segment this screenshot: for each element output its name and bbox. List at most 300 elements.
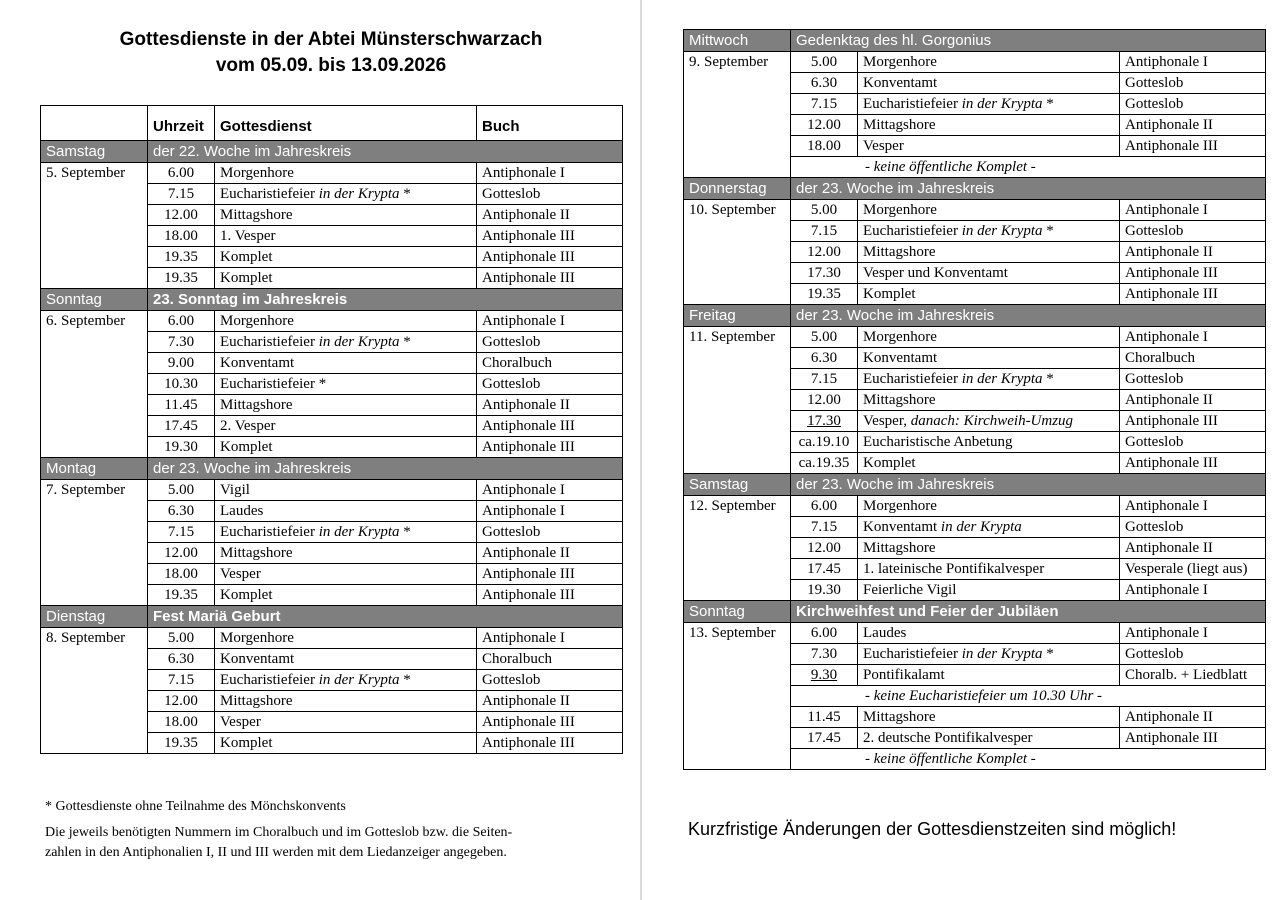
book-cell: Antiphonale II — [477, 543, 623, 564]
service-name: Vigil — [220, 482, 250, 498]
service-cell — [215, 564, 477, 585]
time-value: 6.30 — [167, 503, 195, 519]
service-name: Mittagshore — [863, 244, 936, 260]
column-header-time: Uhrzeit — [148, 106, 215, 141]
book-cell: Gotteslob — [1120, 221, 1266, 242]
service-cell — [215, 733, 477, 754]
book-cell: Antiphonale III — [477, 268, 623, 289]
service-cell — [858, 390, 1120, 411]
footnote: * Gottesdienste ohne Teilnahme des Mönchskonvents — [45, 799, 346, 814]
service-cell — [858, 580, 1120, 601]
time-cell — [791, 284, 858, 305]
book-cell: Antiphonale III — [1120, 136, 1266, 157]
time-cell — [148, 501, 215, 522]
service-name: 2. deutsche Pontifikalvesper — [863, 730, 1033, 746]
book-cell: Antiphonale I — [477, 628, 623, 649]
title-line-2: vom 05.09. bis 13.09.2026 — [215, 55, 447, 76]
time-value: 6.30 — [810, 350, 838, 366]
time-cell — [791, 263, 858, 284]
time-cell — [791, 665, 858, 686]
info-text — [45, 823, 512, 863]
date-cell: 10. September — [684, 200, 791, 305]
book-cell: Antiphonale I — [1120, 496, 1266, 517]
day-heading: 23. Sonntag im Jahreskreis — [148, 289, 623, 311]
service-name: Konventamt — [220, 355, 295, 371]
service-name: Vesper — [220, 566, 261, 582]
time-value: 7.15 — [167, 672, 195, 688]
time-cell — [148, 395, 215, 416]
time-value: 18.00 — [164, 714, 198, 730]
weekday-label: Montag — [41, 458, 148, 480]
book-cell: Choralbuch — [477, 649, 623, 670]
service-name: Eucharistiefeier — [220, 672, 315, 688]
book-cell: Antiphonale III — [477, 226, 623, 247]
time-value: 12.00 — [807, 117, 841, 133]
time-cell — [791, 73, 858, 94]
time-cell — [148, 416, 215, 437]
day-header-row — [684, 601, 1266, 623]
service-name: Mittagshore — [863, 392, 936, 408]
time-value: 12.00 — [807, 392, 841, 408]
service-name: Morgenhore — [863, 202, 937, 218]
service-cell — [858, 94, 1120, 115]
book-cell: Choralbuch — [1120, 348, 1266, 369]
service-location: in der Krypta — [961, 223, 1043, 239]
service-cell — [858, 453, 1120, 474]
day-heading: der 23. Woche im Jahreskreis — [148, 458, 623, 480]
service-cell — [215, 247, 477, 268]
book-cell: Gotteslob — [1120, 644, 1266, 665]
book-cell: Vesperale (liegt aus) — [1120, 559, 1266, 580]
time-cell — [148, 311, 215, 332]
service-name: Vesper, — [863, 413, 907, 429]
service-location: in der Krypta — [318, 672, 400, 688]
date-cell: 13. September — [684, 623, 791, 770]
time-value: 19.35 — [164, 249, 198, 265]
time-cell — [791, 623, 858, 644]
schedule-note: - keine öffentliche Komplet - — [791, 749, 1266, 770]
service-name: Eucharistiefeier — [220, 524, 315, 540]
time-value: 6.00 — [167, 165, 195, 181]
service-name: Vesper — [863, 138, 904, 154]
weekday-label: Dienstag — [41, 606, 148, 628]
page-divider — [640, 0, 642, 900]
service-cell — [858, 284, 1120, 305]
service-row — [41, 163, 623, 184]
service-cell — [858, 136, 1120, 157]
time-cell — [148, 522, 215, 543]
service-cell — [215, 416, 477, 437]
time-cell — [148, 184, 215, 205]
book-cell: Gotteslob — [477, 332, 623, 353]
time-value: 19.30 — [164, 439, 198, 455]
book-cell: Gotteslob — [1120, 94, 1266, 115]
column-header-service: Gottesdienst — [215, 106, 477, 141]
column-header-book: Buch — [477, 106, 623, 141]
time-cell — [791, 327, 858, 348]
book-cell: Antiphonale I — [1120, 200, 1266, 221]
service-cell — [215, 522, 477, 543]
service-cell — [858, 707, 1120, 728]
time-value: 19.35 — [807, 286, 841, 302]
time-cell — [791, 52, 858, 73]
book-cell: Antiphonale III — [1120, 284, 1266, 305]
time-cell — [791, 559, 858, 580]
time-cell — [148, 564, 215, 585]
service-name: Morgenhore — [863, 54, 937, 70]
service-cell — [858, 538, 1120, 559]
service-location: in der Krypta — [961, 96, 1043, 112]
book-cell: Antiphonale II — [1120, 707, 1266, 728]
time-cell — [791, 411, 858, 432]
service-name: Laudes — [220, 503, 264, 519]
service-row — [684, 327, 1266, 348]
time-value: 7.15 — [810, 96, 838, 112]
time-cell — [148, 733, 215, 754]
service-name: Eucharistiefeier — [220, 334, 315, 350]
service-cell — [215, 184, 477, 205]
service-name: Eucharistiefeier — [863, 371, 958, 387]
time-value: 12.00 — [164, 693, 198, 709]
time-cell — [791, 517, 858, 538]
time-value: 17.30 — [807, 413, 841, 429]
service-name: Mittagshore — [220, 207, 293, 223]
book-cell: Antiphonale III — [1120, 411, 1266, 432]
service-location: in der Krypta — [961, 646, 1043, 662]
time-value: 19.30 — [807, 582, 841, 598]
schedule-table-right — [683, 29, 1266, 770]
time-value: 6.30 — [810, 75, 838, 91]
time-cell — [148, 374, 215, 395]
book-cell: Antiphonale I — [477, 163, 623, 184]
time-cell — [791, 115, 858, 136]
service-cell — [858, 728, 1120, 749]
book-cell: Antiphonale II — [1120, 242, 1266, 263]
service-name: 2. Vesper — [220, 418, 276, 434]
service-name: Mittagshore — [220, 397, 293, 413]
service-cell — [858, 517, 1120, 538]
service-name: Mittagshore — [863, 117, 936, 133]
time-value: 6.00 — [810, 625, 838, 641]
book-cell: Gotteslob — [477, 522, 623, 543]
time-value: 7.30 — [167, 334, 195, 350]
time-cell — [148, 437, 215, 458]
service-cell — [215, 226, 477, 247]
service-footnote-mark: * — [403, 186, 411, 202]
service-cell — [858, 665, 1120, 686]
weekday-label: Sonntag — [684, 601, 791, 623]
weekday-label: Sonntag — [41, 289, 148, 311]
book-cell: Gotteslob — [1120, 432, 1266, 453]
day-heading: Kirchweihfest und Feier der Jubiläen — [791, 601, 1266, 623]
time-value: 11.45 — [164, 397, 198, 413]
service-cell — [858, 411, 1120, 432]
book-cell: Antiphonale II — [477, 395, 623, 416]
date-cell: 9. September — [684, 52, 791, 178]
service-footnote-mark: * — [1046, 223, 1054, 239]
service-cell — [858, 327, 1120, 348]
time-cell — [791, 348, 858, 369]
schedule-note: - keine Eucharistiefeier um 10.30 Uhr - — [791, 686, 1266, 707]
book-cell: Antiphonale III — [1120, 263, 1266, 284]
service-cell — [215, 163, 477, 184]
time-value: 7.30 — [810, 646, 838, 662]
service-name: Eucharistiefeier — [863, 646, 958, 662]
day-heading: der 23. Woche im Jahreskreis — [791, 474, 1266, 496]
service-cell — [858, 369, 1120, 390]
time-cell — [791, 538, 858, 559]
service-name: Mittagshore — [863, 540, 936, 556]
day-header-row — [684, 178, 1266, 200]
service-name: Vesper — [220, 714, 261, 730]
weekday-label: Donnerstag — [684, 178, 791, 200]
time-value: 9.00 — [167, 355, 195, 371]
day-heading: Fest Mariä Geburt — [148, 606, 623, 628]
book-cell: Antiphonale II — [1120, 538, 1266, 559]
service-cell — [215, 437, 477, 458]
time-cell — [791, 644, 858, 665]
service-location: danach: Kirchweih-Umzug — [910, 413, 1074, 429]
day-header-row — [41, 141, 623, 163]
time-value: 18.00 — [164, 566, 198, 582]
service-row — [41, 628, 623, 649]
service-footnote-mark: * — [1046, 646, 1054, 662]
service-footnote-mark: * — [403, 672, 411, 688]
changes-note: Kurzfristige Änderungen der Gottesdienstzeiten sind möglich! — [688, 819, 1177, 839]
time-value: 6.00 — [167, 313, 195, 329]
service-cell — [215, 268, 477, 289]
day-heading: der 23. Woche im Jahreskreis — [791, 178, 1266, 200]
service-cell — [858, 432, 1120, 453]
service-row — [41, 480, 623, 501]
day-header-row — [41, 289, 623, 311]
time-value: 7.15 — [810, 371, 838, 387]
service-name: Vesper und Konventamt — [863, 265, 1008, 281]
service-footnote-mark: * — [1046, 371, 1054, 387]
time-cell — [148, 585, 215, 606]
book-cell: Antiphonale II — [1120, 390, 1266, 411]
time-value: 17.45 — [164, 418, 198, 434]
service-name: Morgenhore — [863, 329, 937, 345]
time-cell — [791, 242, 858, 263]
book-cell: Choralb. + Liedblatt — [1120, 665, 1266, 686]
time-value: 17.30 — [807, 265, 841, 281]
service-name: Konventamt — [863, 350, 938, 366]
time-value: 12.00 — [164, 207, 198, 223]
info-line-2: zahlen in den Antiphonalien I, II und III werden mit dem Liedanzeiger angegeben. — [45, 845, 507, 860]
service-cell — [215, 501, 477, 522]
book-cell: Antiphonale I — [1120, 623, 1266, 644]
time-value: ca.19.10 — [798, 434, 850, 450]
time-cell — [791, 136, 858, 157]
service-cell — [215, 628, 477, 649]
book-cell: Antiphonale II — [1120, 115, 1266, 136]
service-location: in der Krypta — [318, 186, 400, 202]
service-cell — [858, 52, 1120, 73]
service-cell — [215, 712, 477, 733]
info-line-1: Die jeweils benötigten Nummern im Choralbuch und im Gotteslob bzw. die Seiten- — [45, 825, 513, 840]
service-name: Morgenhore — [220, 630, 294, 646]
day-header-row — [41, 458, 623, 480]
time-value: 19.35 — [164, 735, 198, 751]
service-footnote-mark: * — [403, 524, 411, 540]
service-cell — [858, 73, 1120, 94]
service-row — [684, 496, 1266, 517]
service-cell — [858, 200, 1120, 221]
book-cell: Antiphonale III — [477, 712, 623, 733]
time-value: 12.00 — [807, 540, 841, 556]
service-name: Komplet — [220, 735, 273, 751]
time-value: 5.00 — [810, 329, 838, 345]
column-header-row — [41, 106, 623, 141]
weekday-label: Freitag — [684, 305, 791, 327]
service-name: Laudes — [863, 625, 907, 641]
service-name: 1. lateinische Pontifikalvesper — [863, 561, 1045, 577]
service-location: in der Krypta — [318, 334, 400, 350]
time-value: 7.15 — [810, 223, 838, 239]
time-cell — [148, 353, 215, 374]
service-name: Pontifikalamt — [863, 667, 945, 683]
service-cell — [215, 585, 477, 606]
service-name: Eucharistische Anbetung — [863, 434, 1013, 450]
service-footnote-mark: * — [1046, 96, 1054, 112]
book-cell: Antiphonale I — [1120, 327, 1266, 348]
weekday-label: Samstag — [41, 141, 148, 163]
service-cell — [858, 623, 1120, 644]
book-cell: Antiphonale III — [1120, 728, 1266, 749]
book-cell: Antiphonale II — [477, 205, 623, 226]
book-cell: Antiphonale II — [477, 691, 623, 712]
service-name: Eucharistiefeier — [220, 186, 315, 202]
book-cell: Gotteslob — [1120, 369, 1266, 390]
book-cell: Antiphonale I — [1120, 580, 1266, 601]
service-name: Konventamt — [863, 519, 938, 535]
book-cell: Antiphonale I — [477, 501, 623, 522]
service-name: Komplet — [863, 286, 916, 302]
book-cell: Gotteslob — [477, 670, 623, 691]
time-cell — [148, 670, 215, 691]
service-row — [684, 200, 1266, 221]
book-cell: Antiphonale III — [477, 733, 623, 754]
service-name: Feierliche Vigil — [863, 582, 957, 598]
service-cell — [215, 691, 477, 712]
time-value: 9.30 — [810, 667, 838, 683]
service-name: Komplet — [220, 439, 273, 455]
service-name: Mittagshore — [220, 545, 293, 561]
service-cell — [215, 649, 477, 670]
service-cell — [858, 242, 1120, 263]
date-cell: 5. September — [41, 163, 148, 289]
service-name: 1. Vesper — [220, 228, 276, 244]
service-name: Konventamt — [220, 651, 295, 667]
time-cell — [791, 200, 858, 221]
time-value: 11.45 — [807, 709, 841, 725]
time-cell — [148, 226, 215, 247]
time-cell — [791, 728, 858, 749]
time-value: 18.00 — [807, 138, 841, 154]
time-cell — [148, 628, 215, 649]
day-header-row — [684, 474, 1266, 496]
service-cell — [215, 374, 477, 395]
service-cell — [858, 263, 1120, 284]
book-cell: Antiphonale III — [477, 247, 623, 268]
date-cell: 7. September — [41, 480, 148, 606]
date-cell: 8. September — [41, 628, 148, 754]
time-value: 19.35 — [164, 270, 198, 286]
time-cell — [791, 707, 858, 728]
book-cell: Antiphonale I — [1120, 52, 1266, 73]
column-header-empty — [41, 106, 148, 141]
time-cell — [148, 712, 215, 733]
time-cell — [148, 649, 215, 670]
time-value: 18.00 — [164, 228, 198, 244]
service-footnote-mark: * — [403, 334, 411, 350]
book-cell: Antiphonale I — [477, 311, 623, 332]
service-cell — [215, 670, 477, 691]
service-name: Eucharistiefeier — [863, 96, 958, 112]
service-name: Morgenhore — [220, 165, 294, 181]
book-cell: Gotteslob — [477, 184, 623, 205]
time-cell — [148, 268, 215, 289]
time-cell — [148, 247, 215, 268]
service-name: Komplet — [863, 455, 916, 471]
time-value: 7.15 — [167, 524, 195, 540]
service-row — [684, 52, 1266, 73]
time-cell — [791, 221, 858, 242]
service-location: in der Krypta — [961, 371, 1043, 387]
service-cell — [215, 480, 477, 501]
date-cell: 6. September — [41, 311, 148, 458]
book-cell: Antiphonale III — [477, 564, 623, 585]
book-cell: Antiphonale III — [477, 437, 623, 458]
day-heading: der 23. Woche im Jahreskreis — [791, 305, 1266, 327]
service-name: Komplet — [220, 270, 273, 286]
book-cell: Gotteslob — [1120, 517, 1266, 538]
time-cell — [791, 432, 858, 453]
date-cell: 12. September — [684, 496, 791, 601]
book-cell: Antiphonale III — [477, 585, 623, 606]
service-name: Mittagshore — [220, 693, 293, 709]
time-cell — [148, 205, 215, 226]
service-cell — [215, 395, 477, 416]
service-cell — [215, 543, 477, 564]
time-value: 6.00 — [810, 498, 838, 514]
service-cell — [858, 348, 1120, 369]
weekday-label: Samstag — [684, 474, 791, 496]
time-value: 17.45 — [807, 561, 841, 577]
time-cell — [791, 453, 858, 474]
service-location: in der Krypta — [318, 524, 400, 540]
service-cell — [858, 559, 1120, 580]
time-value: 17.45 — [807, 730, 841, 746]
time-value: ca.19.35 — [798, 455, 850, 471]
time-cell — [791, 94, 858, 115]
day-heading: Gedenktag des hl. Gorgonius — [791, 30, 1266, 52]
time-value: 5.00 — [810, 202, 838, 218]
book-cell: Choralbuch — [477, 353, 623, 374]
time-cell — [791, 390, 858, 411]
time-cell — [148, 332, 215, 353]
time-value: 6.30 — [167, 651, 195, 667]
service-cell — [215, 311, 477, 332]
service-name: Morgenhore — [863, 498, 937, 514]
time-cell — [791, 496, 858, 517]
schedule-note: - keine öffentliche Komplet - — [791, 157, 1266, 178]
time-cell — [791, 580, 858, 601]
time-value: 7.15 — [810, 519, 838, 535]
book-cell: Antiphonale III — [1120, 453, 1266, 474]
service-cell — [215, 332, 477, 353]
